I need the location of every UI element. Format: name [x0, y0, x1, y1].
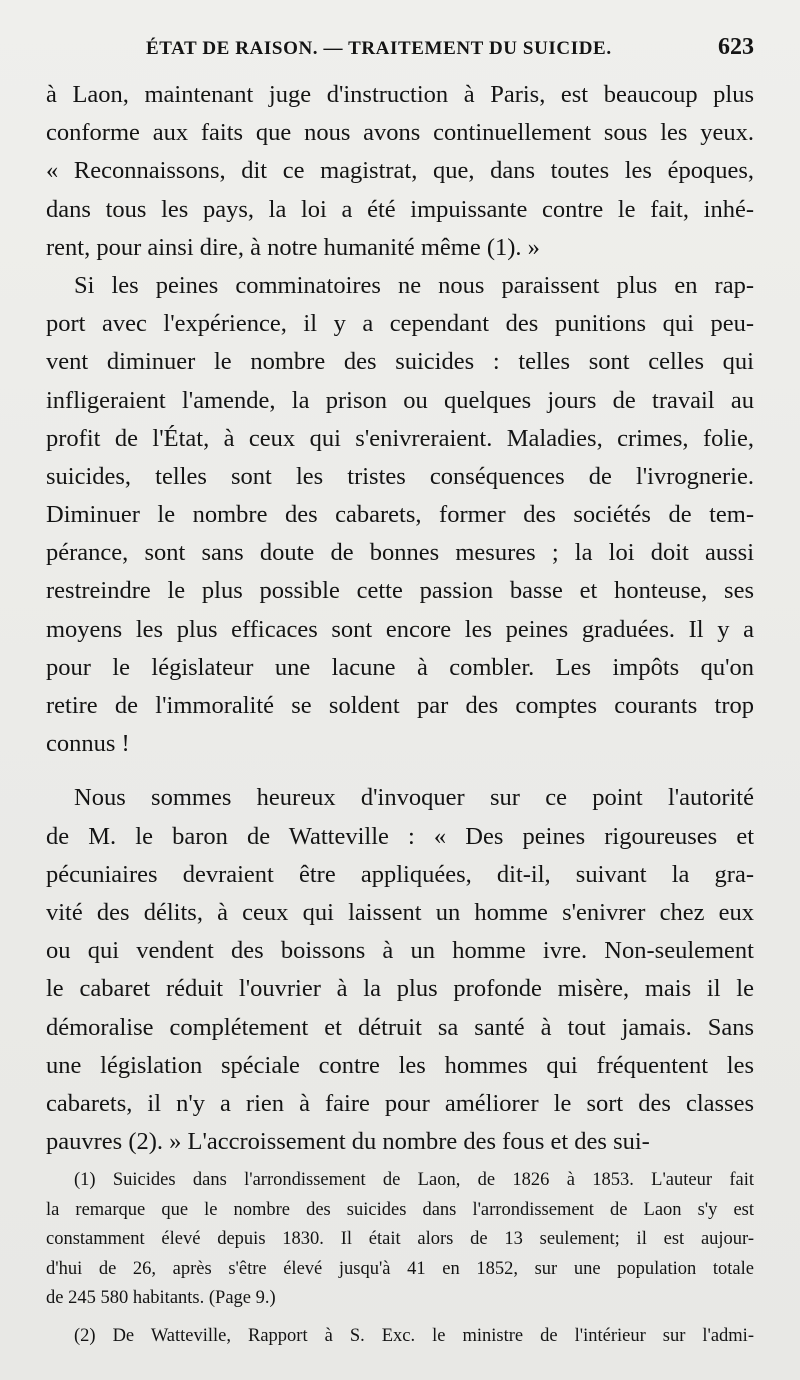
footnote-line: constamment élevé depuis 1830. Il était alors de 13 seulement; il est aujour- — [46, 1229, 754, 1249]
footnote-line: (2) De Watteville, Rapport à S. Exc. le ministre de l'intérieur sur l'admi- — [74, 1325, 754, 1346]
footnote-line: (1) Suicides dans l'arrondissement de Laon, de 1826 à 1853. L'auteur fait — [74, 1170, 754, 1190]
body-text — [46, 76, 754, 1161]
text-line: vité des délits, à ceux qui laissent un homme s'enivrer chez eux — [46, 898, 754, 926]
text-line: « Reconnaissons, dit ce magistrat, que, dans toutes les époques, — [46, 157, 754, 185]
text-line: infligeraient l'amende, la prison ou quelques jours de travail au — [46, 386, 754, 414]
paragraph-3 — [46, 779, 754, 1161]
footnote-line: de 245 580 habitants. (Page 9.) — [46, 1288, 276, 1308]
footnote-gap — [46, 1314, 754, 1322]
text-line: pauvres (2). » L'accroissement du nombre des fous et des sui- — [46, 1128, 650, 1156]
text-line: pécuniaires devraient être appliquées, dit-il, suivant la gra- — [46, 860, 754, 888]
text-line: dans tous les pays, la loi a été impuissante contre le fait, inhé- — [46, 195, 754, 223]
text-line: Si les peines comminatoires ne nous paraissent plus en rap- — [74, 271, 754, 299]
text-line: connus ! — [46, 730, 130, 758]
footnote-line: la remarque que le nombre des suicides dans l'arrondissement de Laon s'y est — [46, 1199, 754, 1220]
page-header — [46, 34, 754, 68]
footnotes — [46, 1166, 754, 1351]
text-line: le cabaret réduit l'ouvrier à la plus profonde misère, mais il le — [46, 975, 754, 1003]
text-line: profit de l'État, à ceux qui s'enivreraient. Maladies, crimes, folie, — [46, 424, 754, 452]
paragraph-1 — [46, 76, 754, 267]
footnote-1 — [46, 1166, 754, 1314]
footnote-2 — [46, 1322, 754, 1352]
text-line: vent diminuer le nombre des suicides : telles sont celles qui — [46, 348, 754, 376]
page-number: 623 — [718, 34, 754, 60]
text-line: moyens les plus efficaces sont encore les peines graduées. Il y a — [46, 615, 754, 643]
running-title: ÉTAT DE RAISON. — TRAITEMENT DU SUICIDE. — [146, 38, 612, 59]
text-line: de M. le baron de Watteville : « Des peines rigoureuses et — [46, 822, 754, 850]
footnote-line: d'hui de 26, après s'être élevé jusqu'à 41 en 1852, sur une population totale — [46, 1258, 754, 1279]
text-line: à Laon, maintenant juge d'instruction à Paris, est beaucoup plus — [46, 81, 754, 108]
text-line: conforme aux faits que nous avons continuellement sous les yeux. — [46, 119, 754, 147]
text-line: pérance, sont sans doute de bonnes mesures ; la loi doit aussi — [46, 539, 754, 567]
text-line: Diminuer le nombre des cabarets, former des sociétés de tem- — [46, 501, 754, 529]
text-line: port avec l'expérience, il y a cependant des punitions qui peu- — [46, 310, 754, 338]
text-line: suicides, telles sont les tristes conséquences de l'ivrognerie. — [46, 462, 754, 490]
text-line: cabarets, il n'y a rien à faire pour améliorer le sort des classes — [46, 1089, 754, 1117]
text-line: Nous sommes heureux d'invoquer sur ce point l'autorité — [74, 784, 754, 812]
text-line: pour le législateur une lacune à combler. Les impôts qu'on — [46, 653, 754, 681]
paragraph-gap — [46, 763, 754, 779]
text-line: une législation spéciale contre les hommes qui fréquentent les — [46, 1051, 754, 1079]
text-line: ou qui vendent des boissons à un homme ivre. Non-seulement — [46, 937, 754, 965]
text-line: retire de l'immoralité se soldent par des comptes courants trop — [46, 692, 754, 719]
text-line: restreindre le plus possible cette passion basse et honteuse, ses — [46, 577, 754, 605]
paragraph-2 — [46, 267, 754, 763]
text-line: rent, pour ainsi dire, à notre humanité même (1). » — [46, 233, 540, 261]
text-line: démoralise complétement et détruit sa santé à tout jamais. Sans — [46, 1013, 754, 1041]
